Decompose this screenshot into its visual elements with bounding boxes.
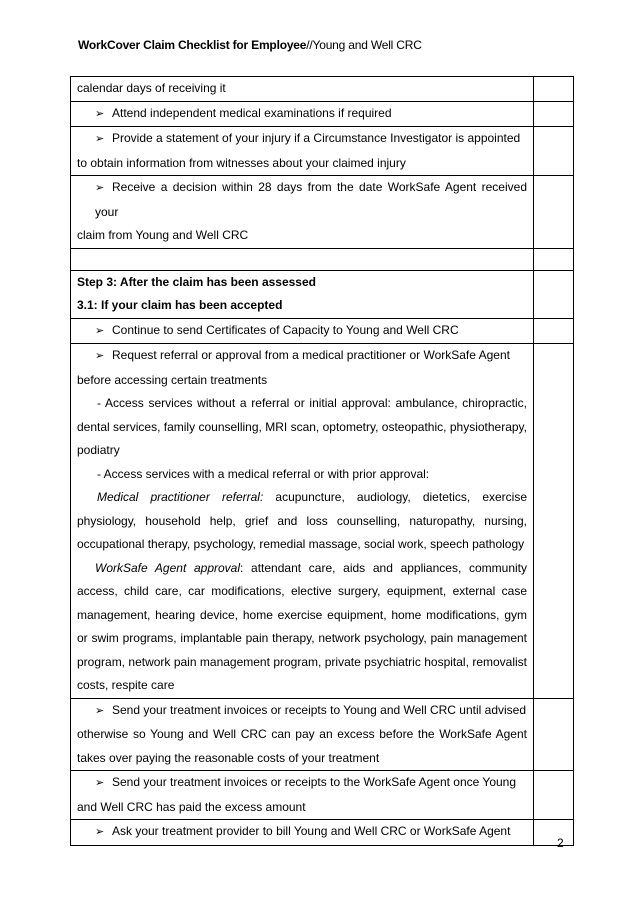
services-no-referral: - Access services without a referral or initial approval: ambulance, chiropractic, dental services, family counselling, MRI scan, optometry, osteopathic, physiotherapy, podiatry [77, 396, 527, 457]
arrow-bullet-icon: ➢ [95, 324, 105, 337]
arrow-bullet-icon: ➢ [95, 133, 105, 145]
header-title-rest: //Young and Well CRC [306, 38, 422, 52]
checkbox-cell [534, 101, 574, 127]
header-title-bold: WorkCover Claim Checklist for Employee [78, 38, 307, 52]
checkbox-cell [534, 270, 574, 318]
checklist-table [70, 76, 574, 846]
checkbox-cell [534, 248, 574, 270]
page-number: 2 [557, 836, 564, 850]
row-text: Send your treatment invoices or receipts to Young and Well CRC until advised [112, 702, 527, 717]
row-text-continued: otherwise so Young and Well CRC can pay an excess before the WorkSafe Agent takes over paying the reasonable costs of your treatment [77, 727, 527, 765]
table-row [71, 820, 574, 846]
medical-referral-label: Medical practitioner referral: [97, 490, 264, 504]
table-row [71, 127, 574, 176]
arrow-bullet-icon: ➢ [95, 777, 105, 789]
table-row [71, 270, 574, 318]
agent-approval-label: WorkSafe Agent approval [95, 560, 241, 575]
checkbox-cell [534, 318, 574, 344]
checkbox-cell [534, 127, 574, 176]
table-row [71, 77, 574, 102]
arrow-bullet-icon: ➢ [95, 107, 105, 120]
table-row [71, 176, 574, 249]
table-row [71, 698, 574, 771]
checkbox-cell [534, 698, 574, 771]
row-text: Send your treatment invoices or receipts to the WorkSafe Agent once Young [112, 775, 517, 789]
step-heading: Step 3: After the claim has been assessed [77, 274, 316, 289]
checkbox-cell [534, 176, 574, 249]
medical-referral-list: acupuncture, audiology, dietetics, exercise physiology, household help, grief and loss counselling, naturopathy, nursing, occupational therapy, psychology, remedial massage, social work, speech pathology [77, 490, 527, 551]
agent-approval-list: : attendant care, aids and appliances, community access, child care, car modifications, elective surgery, equipment, external case management, hearing device, home exercise equipment, home modifications, gym or swim programs, implantable pain therapy, network psychology, pain management program, network pain management program, private psychiatric hospital, removalist costs, respite care [77, 560, 527, 692]
checkbox-cell [534, 77, 574, 102]
row-text-continued: and Well CRC has paid the excess amount [77, 799, 306, 814]
row-text-continued: claim from Young and Well CRC [77, 228, 249, 242]
row-text: Ask your treatment provider to bill Young and Well CRC or WorkSafe Agent [112, 824, 511, 838]
row-text: calendar days of receiving it [77, 81, 226, 95]
arrow-bullet-icon: ➢ [95, 826, 105, 838]
row-text: Continue to send Certificates of Capacity to Young and Well CRC [112, 322, 459, 337]
row-text: Receive a decision within 28 days from the date WorkSafe Agent received your [95, 180, 527, 219]
substep-heading: 3.1: If your claim has been accepted [77, 298, 283, 312]
table-row [71, 318, 574, 344]
services-with-referral: - Access services with a medical referral or with prior approval: [97, 466, 430, 481]
table-row [71, 101, 574, 127]
row-text: Provide a statement of your injury if a Circumstance Investigator is appointed [112, 131, 521, 145]
row-text: Request referral or approval from a medical practitioner or WorkSafe Agent [112, 348, 510, 362]
arrow-bullet-icon: ➢ [95, 704, 105, 717]
row-text-continued: before accessing certain treatments [77, 372, 268, 387]
table-row [71, 344, 574, 699]
table-row [71, 771, 574, 820]
row-text-continued: to obtain information from witnesses about your claimed injury [77, 155, 406, 170]
checkbox-cell [534, 771, 574, 820]
row-text: Attend independent medical examinations if required [112, 105, 392, 120]
medical-referral-services [71, 486, 533, 557]
agent-approval-services [71, 557, 533, 698]
arrow-bullet-icon: ➢ [95, 350, 105, 362]
checkbox-cell [534, 344, 574, 699]
checkbox-cell [534, 820, 574, 846]
arrow-bullet-icon: ➢ [95, 182, 105, 194]
table-row-empty [71, 248, 574, 270]
document-header [78, 38, 422, 52]
